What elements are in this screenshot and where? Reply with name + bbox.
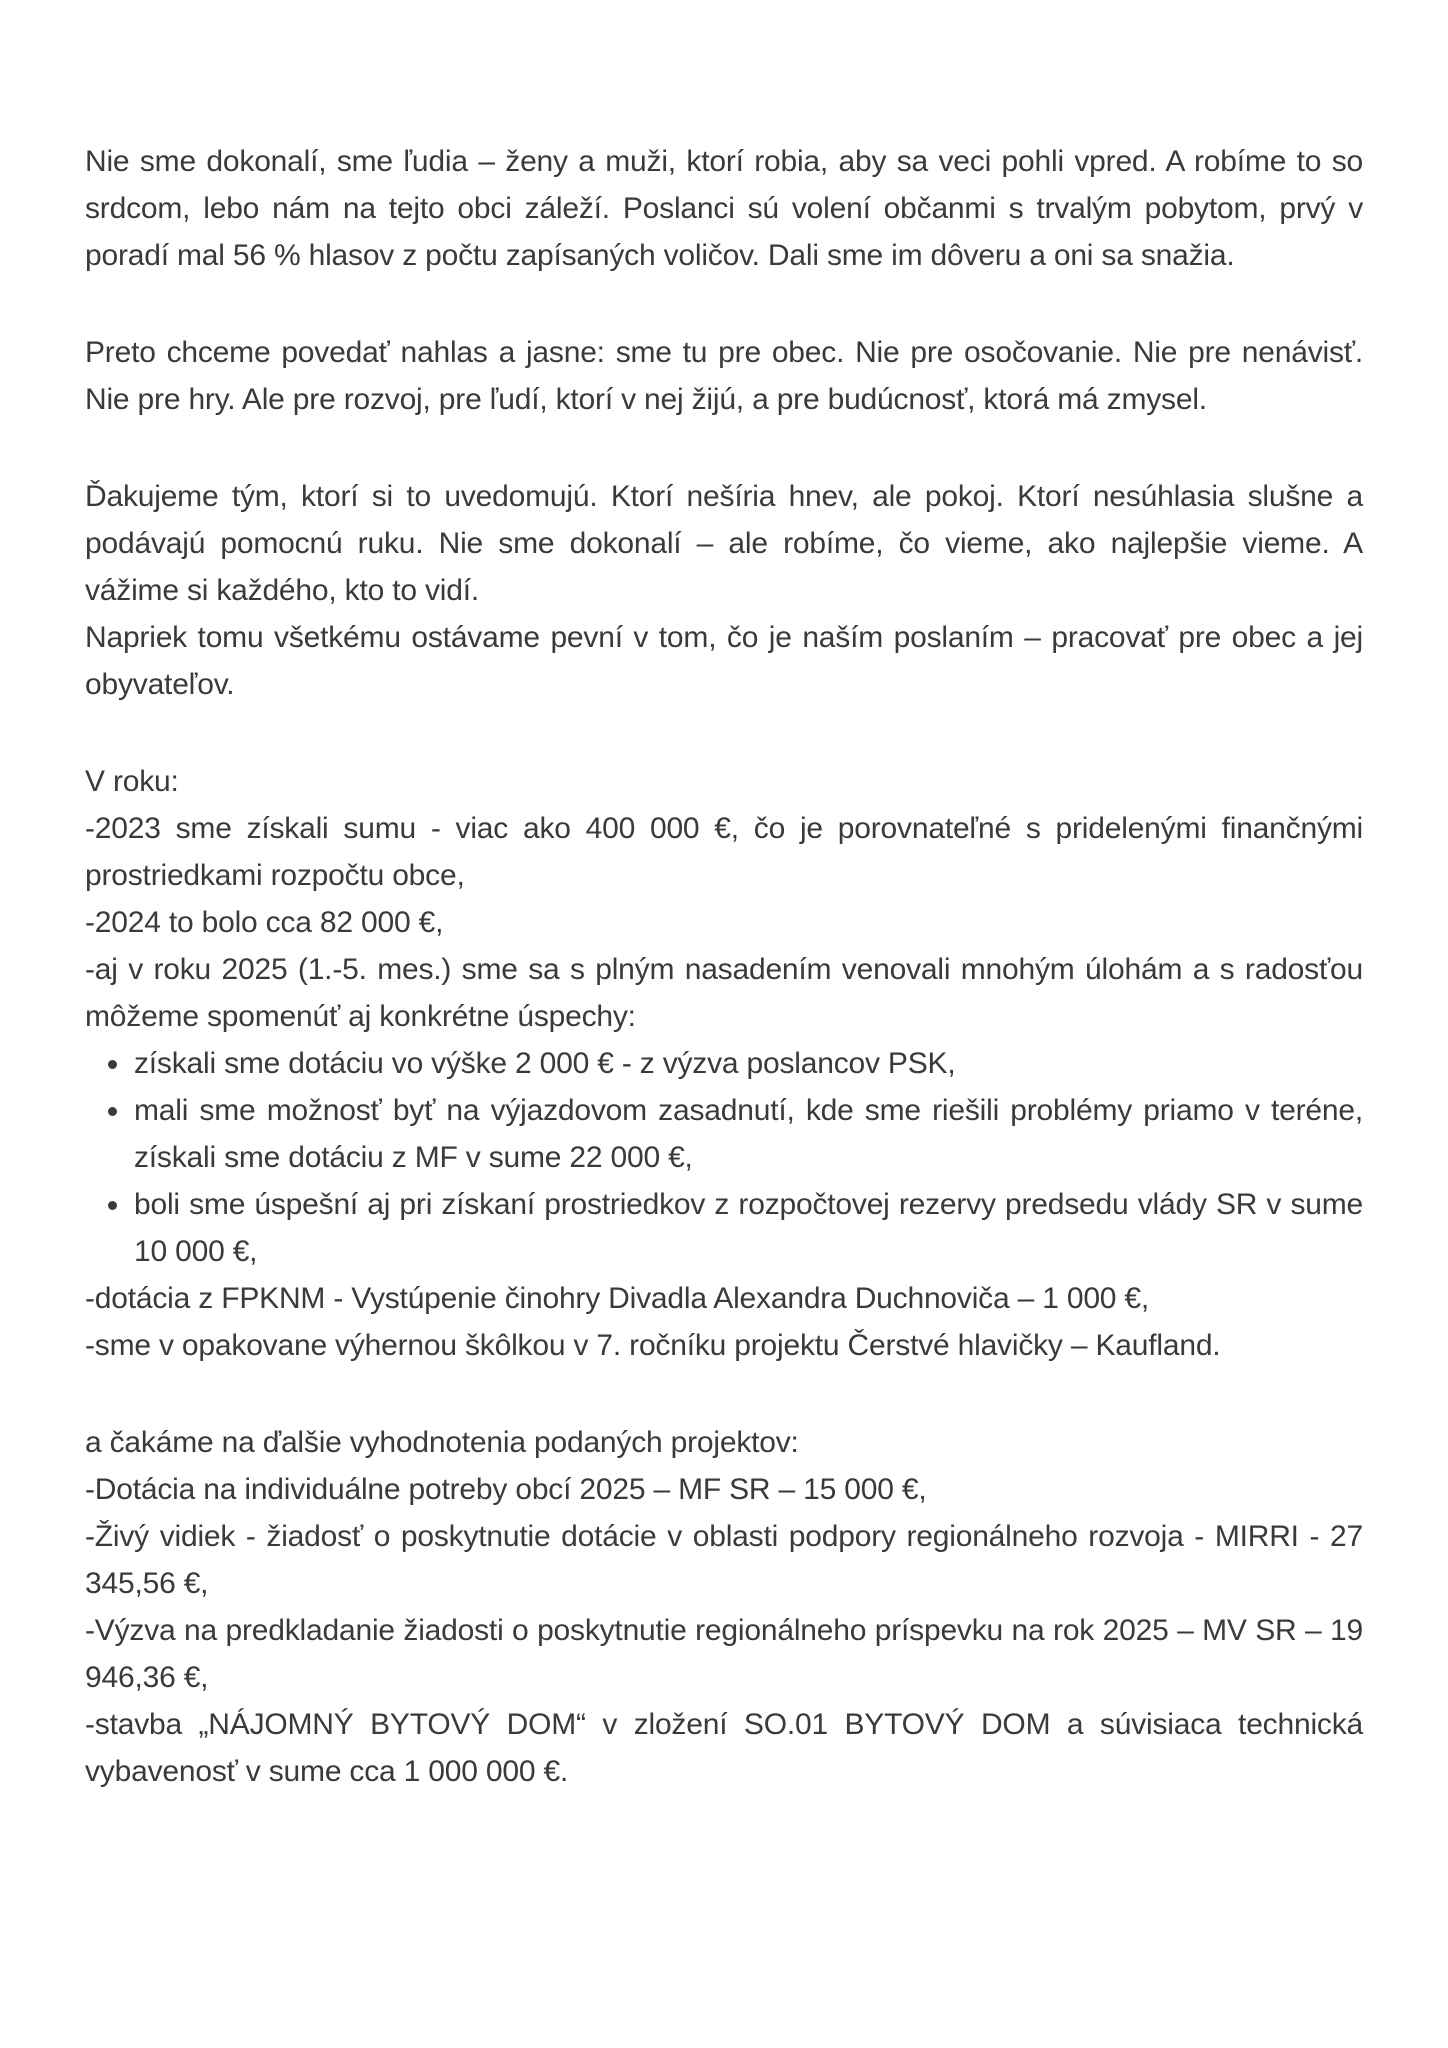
paragraph-thanks: Ďakujeme tým, ktorí si to uvedomujú. Ktorí nešíria hnev, ale pokoj. Ktorí nesúhlasia slušne a podávajú pomocnú ruku. Nie sme dokonalí – ale robíme, čo vieme, ako najlepšie vieme. A vážime si každého, kto to vidí. <box>85 480 1363 607</box>
list-item-pm-reserve-grant: • boli sme úspešní aj pri získaní prostriedkov z rozpočtovej rezervy predsedu vlády SR v sume 10 000 €, <box>132 1181 1363 1275</box>
paragraph-year-2023: -2023 sme získali sumu - viac ako 400 000 €, čo je porovnateľné s pridelenými finančnými prostriedkami rozpočtu obce, <box>85 812 1363 892</box>
paragraph-fpknm-grant: -dotácia z FPKNM - Vystúpenie činohry Divadla Alexandra Duchnoviča – 1 000 €, <box>85 1282 1150 1315</box>
achievements-list <box>85 1040 1363 1275</box>
paragraph-mv-sr-request: -Výzva na predkladanie žiadosti o poskytnutie regionálneho príspevku na rok 2025 – MV SR – 19 946,36 €, <box>85 1614 1363 1694</box>
paragraph-mirri-request: -Živý vidiek - žiadosť o poskytnutie dotácie v oblasti podpory regionálneho rozvoja - MIRRI - 27 345,56 €, <box>85 1520 1363 1600</box>
list-item-offsite-session-mf-grant: • mali sme možnosť byť na výjazdovom zasadnutí, kde sme riešili problémy priamo v teréne, získali sme dotáciu z MF v sume 22 000 €, <box>132 1087 1363 1181</box>
paragraph-kaufland-project: -sme v opakovane výhernou škôlkou v 7. ročníku projektu Čerstvé hlavičky – Kaufland. <box>85 1329 1221 1362</box>
paragraph-we-are-here-for-village: Preto chceme povedať nahlas a jasne: sme tu pre obec. Nie pre osočovanie. Nie pre nenávisť. Nie pre hry. Ale pre rozvoj, pre ľudí, ktorí v nej žijú, a pre budúcnosť, ktorá má zmysel. <box>85 336 1363 416</box>
paragraph-year-2024: -2024 to bolo cca 82 000 €, <box>85 906 444 939</box>
paragraph-mission: Napriek tomu všetkému ostávame pevní v tom, čo je naším poslaním – pracovať pre obec a jej obyvateľov. <box>85 621 1363 701</box>
paragraph-apartment-building: -stavba „NÁJOMNÝ BYTOVÝ DOM“ v zložení SO.01 BYTOVÝ DOM a súvisiaca technická vybavenosť v sume cca 1 000 000 €. <box>85 1708 1363 1788</box>
list-item-grant-psk: • získali sme dotáciu vo výške 2 000 € - z výzva poslancov PSK, <box>132 1040 1363 1087</box>
paragraph-pending-projects-intro: a čakáme na ďalšie vyhodnotenia podaných projektov: <box>85 1426 799 1459</box>
paragraph-year-2025-intro: -aj v roku 2025 (1.-5. mes.) sme sa s plným nasadením venovali mnohým úlohám a s radosťou môžeme spomenúť aj konkrétne úspechy: <box>85 953 1363 1033</box>
paragraph-not-perfect: Nie sme dokonalí, sme ľudia – ženy a muži, ktorí robia, aby sa veci pohli vpred. A robíme to so srdcom, lebo nám na tejto obci záleží. Poslanci sú volení občanmi s trvalým pobytom, prvý v poradí mal 56 % hlasov z počtu zapísaných voličov. Dali sme im dôveru a oni sa snažia. <box>85 145 1363 272</box>
section-heading-v-roku: V roku: <box>85 765 179 798</box>
paragraph-mf-sr-request: -Dotácia na individuálne potreby obcí 2025 – MF SR – 15 000 €, <box>85 1473 927 1506</box>
